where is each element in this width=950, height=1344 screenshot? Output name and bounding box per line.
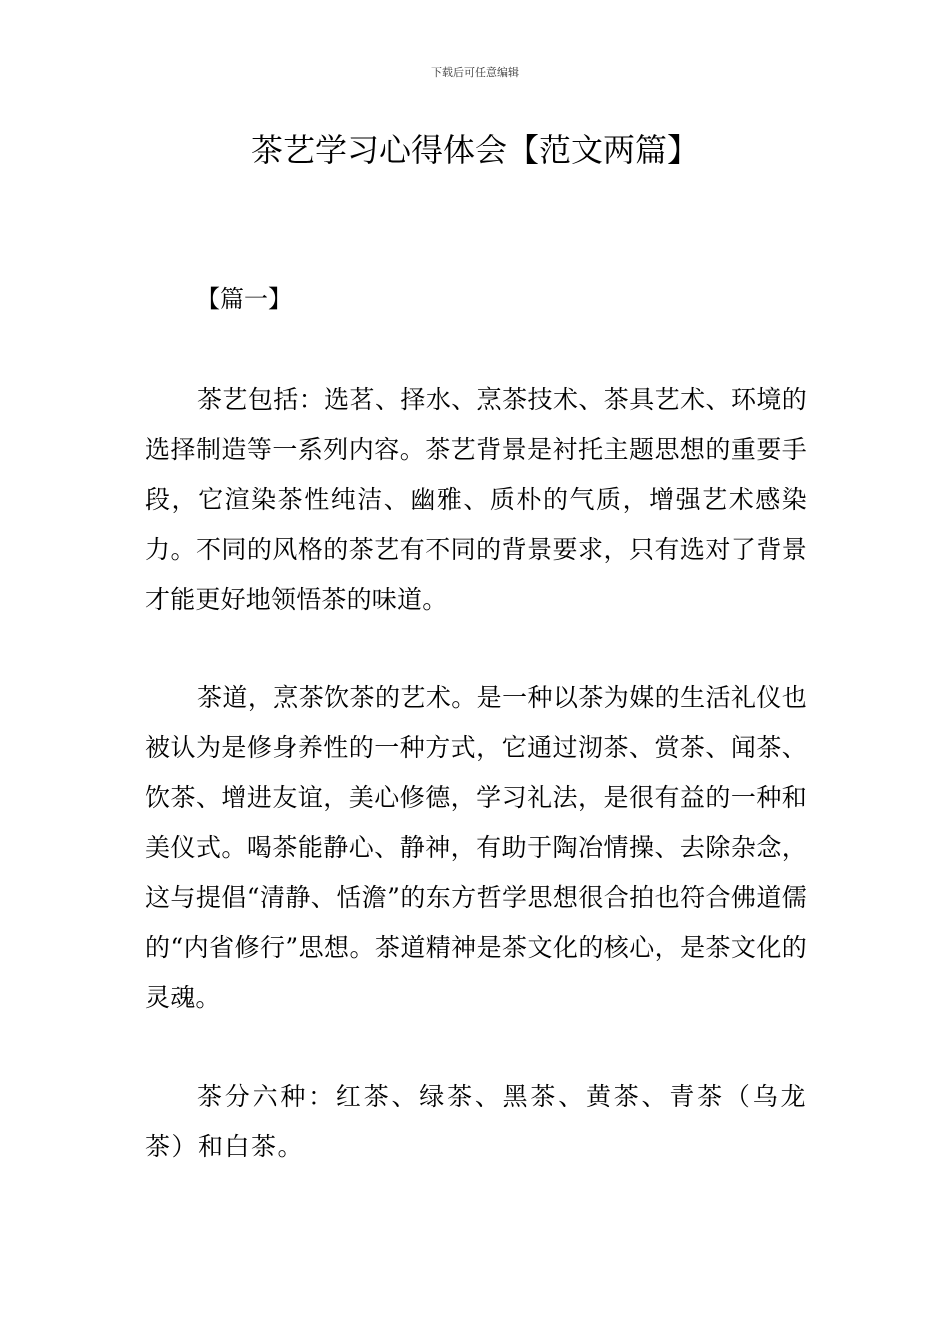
paragraph-3: 茶分六种：红茶、绿茶、黑茶、黄茶、青茶（乌龙茶）和白茶。 — [145, 1082, 807, 1161]
paragraph-1: 茶艺包括：选茗、择水、烹茶技术、茶具艺术、环境的选择制造等一系列内容。茶艺背景是衬托主题思想的重要手段，它渲染茶性纯洁、幽雅、质朴的气质，增强艺术感染力。不同的风格的茶艺有不同的背景要求，只有选对了背景才能更好地领悟茶的味道。 — [145, 385, 807, 614]
header-note: 下载后可任意编辑 — [431, 66, 519, 79]
document-title: 茶艺学习心得体会【范文两篇】 — [250, 131, 699, 169]
paragraph-2: 茶道，烹茶饮茶的艺术。是一种以茶为媒的生活礼仪也被认为是修身养性的一种方式，它通过沏茶、赏茶、闻茶、饮茶、增进友谊，美心修德，学习礼法，是很有益的一种和美仪式。喝茶能静心、静神，有助于陶冶情操、去除杂念，这与提倡“清静、恬澹”的东方哲学思想很合拍也符合佛道儒的“内省修行”思想。茶道精神是茶文化的核心，是茶文化的灵魂。 — [145, 683, 807, 1012]
section-heading: 【篇一】 — [196, 285, 292, 313]
